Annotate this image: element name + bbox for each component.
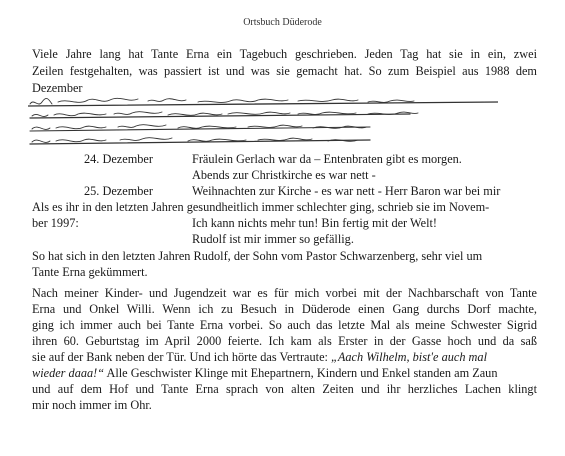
para4-line-3: ging ich immer auch bei Tante Erna vorbei. So auch das letzte Mal als meine Schwester Sigrid <box>32 318 537 332</box>
para4-line-6 <box>32 366 497 380</box>
para4-line-5 <box>32 350 487 364</box>
para2-line-1: Als es ihr in den letzten Jahren gesundheitlich immer schlechter ging, schrieb sie im Novem- <box>32 200 490 214</box>
quote-line-2: wieder daaa!“ <box>32 366 105 380</box>
quote-line-1: „Aach Wilhelm, bist'e auch mal <box>331 350 487 364</box>
page-header: Ortsbuch Düderode <box>243 17 322 28</box>
para4-line-7: und auf dem Hof und Tante Erna sprach von alten Zeiten und ihr herzliches Lachen klingt <box>32 382 537 396</box>
intro-line-1: Viele Jahre lang hat Tante Erna ein Tagebuch geschrieben. Jeden Tag hat sie in ein, zwei <box>32 47 537 61</box>
diary-entry-1-text: Fräulein Gerlach war da – Entenbraten gibt es morgen. <box>192 152 462 166</box>
handwritten-diary-image <box>28 96 498 150</box>
diary-entry-2-date: 25. Dezember <box>84 184 153 198</box>
intro-line-3: Dezember <box>32 81 83 95</box>
para4-line-2: Erna und Onkel Willi. Wenn ich zu Besuch in Düderode einen Gang durchs Dorf machte, <box>32 302 537 316</box>
diary-entry-2-text: Weihnachten zur Kirche - es war nett - Herr Baron war bei mir <box>192 184 501 198</box>
para4-line-1: Nach meiner Kinder- und Jugendzeit war es für mich vorbei mit der Nachbarschaft von Tante <box>32 286 537 300</box>
para3-line-1: So hat sich in den letzten Jahren Rudolf, der Sohn vom Pastor Schwarzenberg, sehr viel um <box>32 249 483 263</box>
intro-line-2: Zeilen festgehalten, was passiert ist und was sie gemacht hat. So zum Beispiel aus 1988 dem <box>32 64 537 78</box>
para4-line-6-text: Alle Geschwister Klinge mit Ehepartnern, Kindern und Enkel standen am Zaun <box>104 366 498 380</box>
para4-line-4: ihren 60. Geburtstag im April 2000 feierte. Ich kam als Erster in der Gasse hoch und da saß <box>32 334 537 348</box>
diary-entry-1-date: 24. Dezember <box>84 152 153 166</box>
para3-line-2: Tante Erna gekümmert. <box>32 265 148 279</box>
para4-line-5-text: sie auf der Bank neben der Tür. Und ich hörte das Vertraute: <box>32 350 332 364</box>
para2-line-2-left: ber 1997: <box>32 216 79 230</box>
para4-line-8: mir noch immer im Ohr. <box>32 398 152 412</box>
para2-line-2-right: Ich kann nichts mehr tun! Bin fertig mit der Welt! <box>192 216 438 230</box>
diary-entry-1-text-2: Abends zur Christkirche es war nett - <box>192 168 376 182</box>
para2-line-3: Rudolf ist mir immer so gefällig. <box>192 232 354 246</box>
